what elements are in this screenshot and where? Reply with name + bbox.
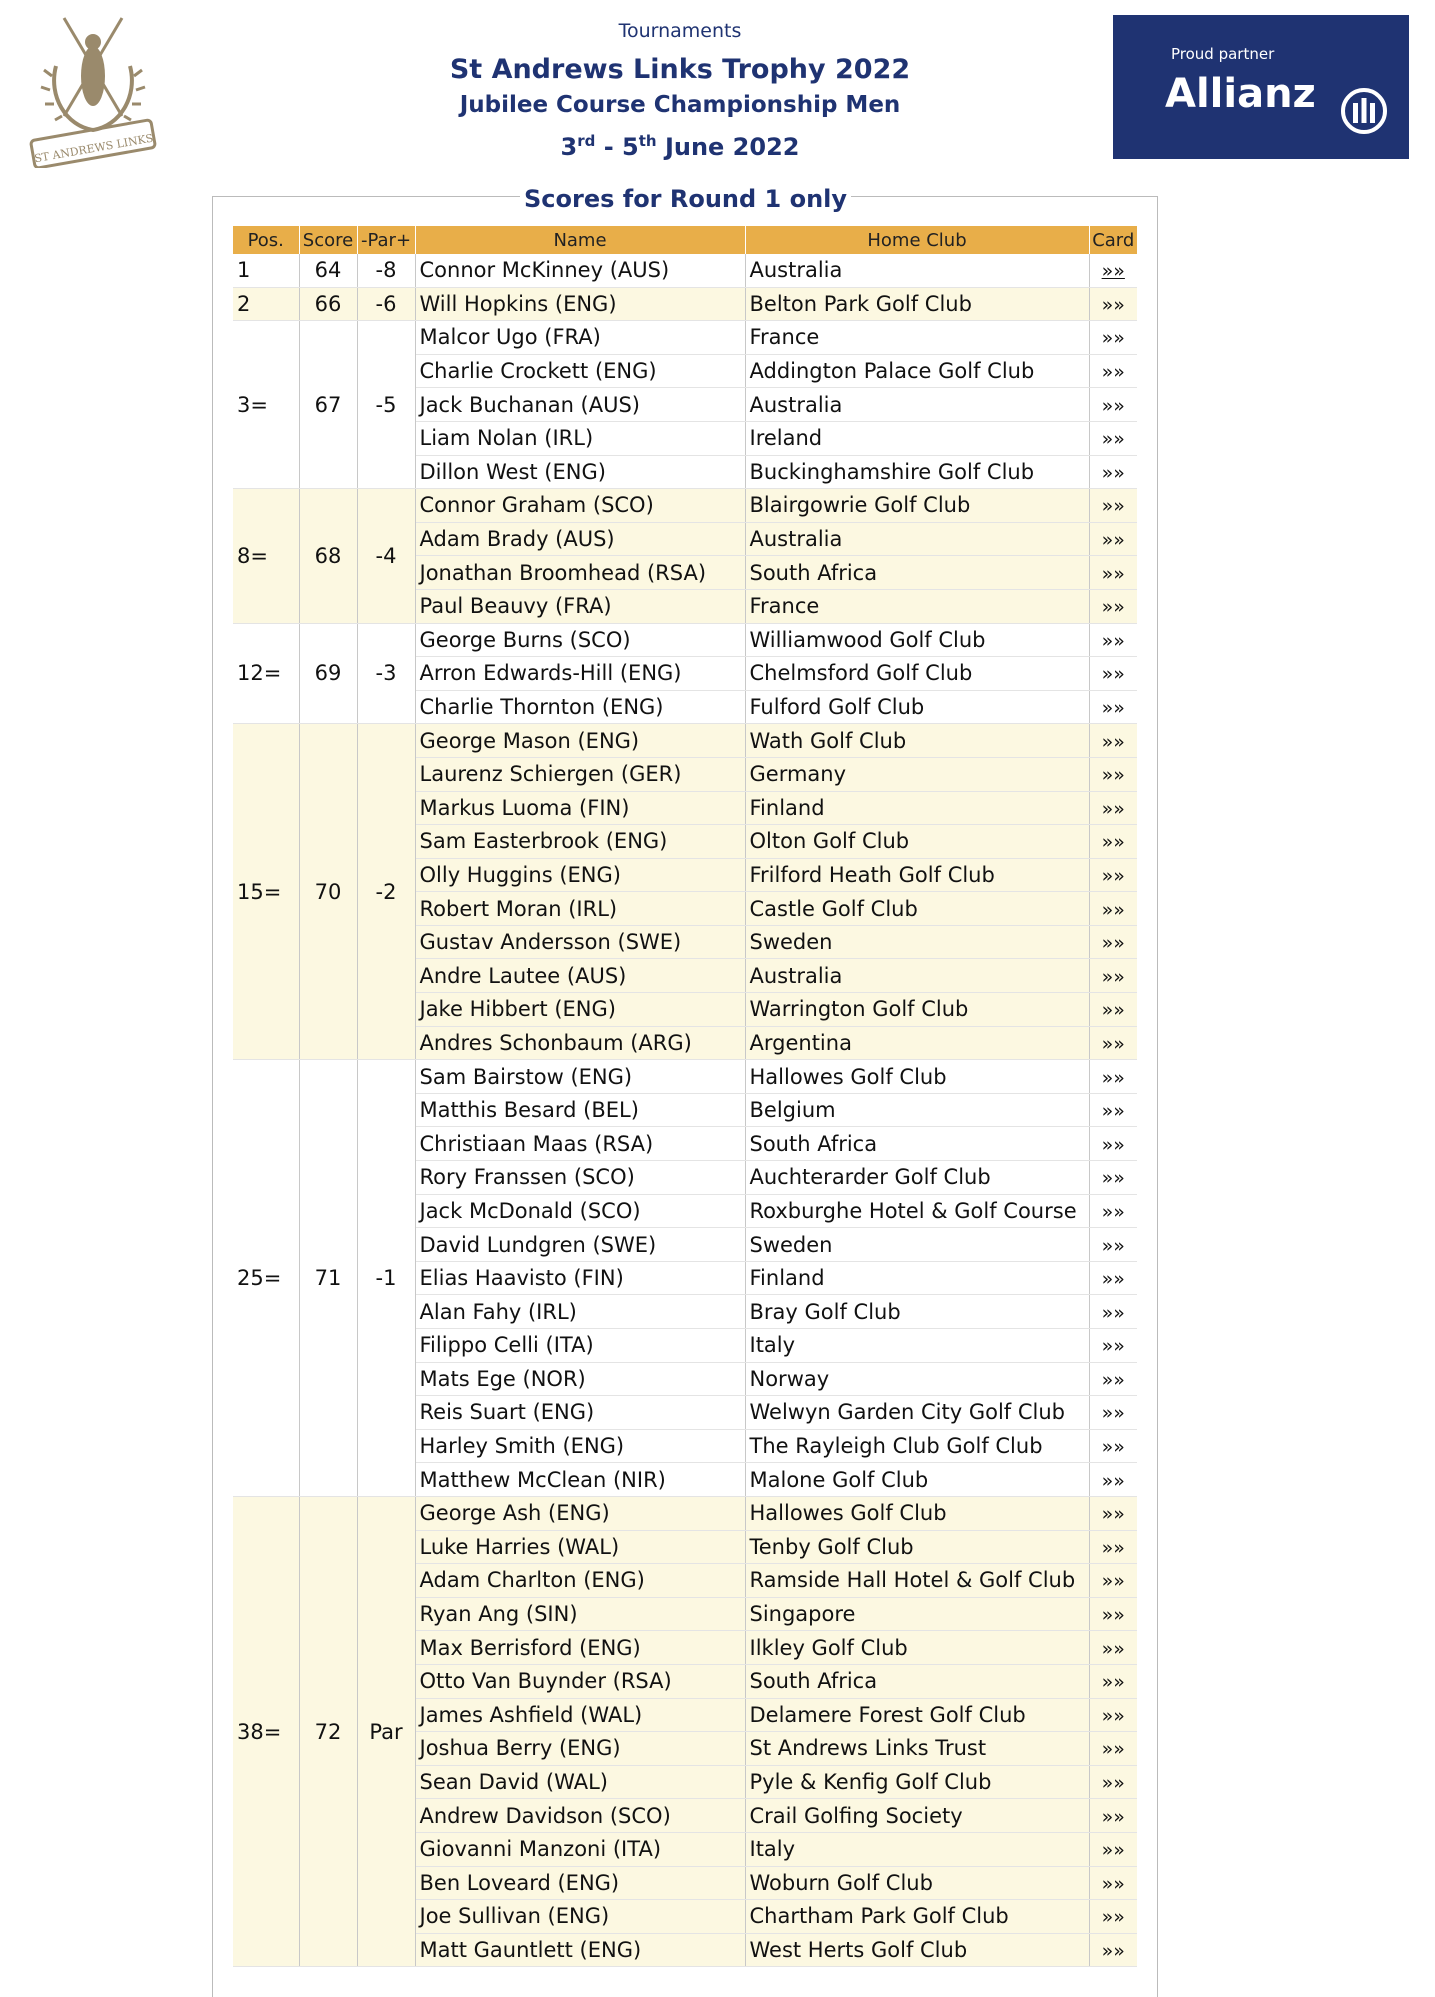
- player-name-cell: Robert Moran (IRL): [415, 892, 745, 926]
- player-name-cell: Joe Sullivan (ENG): [415, 1900, 745, 1934]
- table-row: [233, 623, 1137, 657]
- player-name-cell: Will Hopkins (ENG): [415, 287, 745, 321]
- player-name-cell: Andres Schonbaum (ARG): [415, 1026, 745, 1060]
- card-cell: [1089, 589, 1137, 623]
- player-name-cell: Adam Charlton (ENG): [415, 1564, 745, 1598]
- card-cell: [1089, 623, 1137, 657]
- score-cell: 66: [299, 287, 357, 321]
- card-cell: [1089, 1396, 1137, 1430]
- home-club-cell: South Africa: [745, 1127, 1089, 1161]
- par-cell: -8: [357, 254, 415, 287]
- home-club-cell: Olton Golf Club: [745, 825, 1089, 859]
- scorecard-link[interactable]: »»: [1101, 1839, 1125, 1862]
- home-club-cell: Woburn Golf Club: [745, 1866, 1089, 1900]
- table-row: [233, 724, 1137, 758]
- card-cell: [1089, 1127, 1137, 1161]
- crest-logo[interactable]: [26, 6, 160, 168]
- player-name-cell: James Ashfield (WAL): [415, 1698, 745, 1732]
- scorecard-link[interactable]: »»: [1101, 1167, 1125, 1190]
- player-name-cell: Max Berrisford (ENG): [415, 1631, 745, 1665]
- scorecard-link[interactable]: »»: [1101, 1234, 1125, 1257]
- scorecard-link[interactable]: »»: [1101, 1133, 1125, 1156]
- scorecard-link[interactable]: »»: [1101, 1570, 1125, 1593]
- card-cell: [1089, 1060, 1137, 1094]
- scorecard-link[interactable]: »»: [1101, 1637, 1125, 1660]
- home-club-cell: Ireland: [745, 421, 1089, 455]
- home-club-cell: Auchterarder Golf Club: [745, 1161, 1089, 1195]
- scorecard-link[interactable]: »»: [1101, 1503, 1125, 1526]
- card-cell: [1089, 657, 1137, 691]
- player-name-cell: George Burns (SCO): [415, 623, 745, 657]
- scorecard-link[interactable]: »»: [1101, 932, 1125, 955]
- position-cell: 12=: [233, 623, 299, 724]
- col-header-name[interactable]: Name: [415, 226, 745, 254]
- scorecard-link[interactable]: »»: [1101, 1872, 1125, 1895]
- player-name-cell: Matthis Besard (BEL): [415, 1093, 745, 1127]
- scorecard-link[interactable]: »»: [1101, 831, 1125, 854]
- crest-text: ST ANDREWS LINKS: [33, 131, 155, 166]
- card-cell: [1089, 1530, 1137, 1564]
- card-cell: [1089, 489, 1137, 523]
- player-name-cell: Malcor Ugo (FRA): [415, 321, 745, 355]
- home-club-cell: Chelmsford Golf Club: [745, 657, 1089, 691]
- card-cell: [1089, 321, 1137, 355]
- col-header-club[interactable]: Home Club: [745, 226, 1089, 254]
- player-name-cell: Ben Loveard (ENG): [415, 1866, 745, 1900]
- card-cell: [1089, 1161, 1137, 1195]
- scorecard-link[interactable]: »»: [1101, 1402, 1125, 1425]
- player-name-cell: Jonathan Broomhead (RSA): [415, 556, 745, 590]
- player-name-cell: Jack Buchanan (AUS): [415, 388, 745, 422]
- home-club-cell: Ilkley Golf Club: [745, 1631, 1089, 1665]
- position-cell: 3=: [233, 321, 299, 489]
- player-name-cell: Filippo Celli (ITA): [415, 1329, 745, 1363]
- home-club-cell: Germany: [745, 757, 1089, 791]
- scorecard-link[interactable]: »»: [1101, 1469, 1125, 1492]
- card-cell: [1089, 1295, 1137, 1329]
- scorecard-link[interactable]: »»: [1101, 260, 1125, 283]
- card-cell: [1089, 1799, 1137, 1833]
- par-cell: -1: [357, 1060, 415, 1497]
- player-name-cell: George Mason (ENG): [415, 724, 745, 758]
- player-name-cell: Arron Edwards-Hill (ENG): [415, 657, 745, 691]
- card-cell: [1089, 1597, 1137, 1631]
- scorecard-link[interactable]: »»: [1101, 730, 1125, 753]
- home-club-cell: France: [745, 589, 1089, 623]
- player-name-cell: Otto Van Buynder (RSA): [415, 1664, 745, 1698]
- tournament-title: St Andrews Links Trophy 2022: [449, 54, 911, 85]
- player-name-cell: George Ash (ENG): [415, 1496, 745, 1530]
- card-cell: [1089, 724, 1137, 758]
- card-cell: [1089, 1194, 1137, 1228]
- card-cell: [1089, 287, 1137, 321]
- position-cell: 25=: [233, 1060, 299, 1497]
- card-cell: [1089, 1362, 1137, 1396]
- partner-banner[interactable]: [1113, 15, 1409, 159]
- scorecard-link[interactable]: »»: [1101, 797, 1125, 820]
- player-name-cell: Charlie Thornton (ENG): [415, 690, 745, 724]
- scorecard-link[interactable]: »»: [1101, 864, 1125, 887]
- scorecard-link[interactable]: »»: [1101, 562, 1125, 585]
- scores-section-title: Scores for Round 1 only: [520, 182, 851, 216]
- card-cell: [1089, 522, 1137, 556]
- scorecard-link[interactable]: »»: [1101, 629, 1125, 652]
- col-header-pos[interactable]: Pos.: [233, 226, 299, 254]
- player-name-cell: Giovanni Manzoni (ITA): [415, 1832, 745, 1866]
- card-cell: [1089, 1631, 1137, 1665]
- card-cell: [1089, 1261, 1137, 1295]
- table-row: [233, 287, 1137, 321]
- home-club-cell: Blairgowrie Golf Club: [745, 489, 1089, 523]
- table-row: [233, 321, 1137, 355]
- home-club-cell: Wath Golf Club: [745, 724, 1089, 758]
- par-cell: -6: [357, 287, 415, 321]
- table-row: [233, 489, 1137, 523]
- card-cell: [1089, 1093, 1137, 1127]
- event-dates: 3rd - 5th June 2022: [560, 132, 800, 161]
- page-header: [360, 18, 1000, 166]
- player-name-cell: Matt Gauntlett (ENG): [415, 1933, 745, 1967]
- scorecard-link[interactable]: »»: [1101, 764, 1125, 787]
- player-name-cell: David Lundgren (SWE): [415, 1228, 745, 1262]
- home-club-cell: Tenby Golf Club: [745, 1530, 1089, 1564]
- home-club-cell: The Rayleigh Club Golf Club: [745, 1429, 1089, 1463]
- card-cell: [1089, 1228, 1137, 1262]
- scorecard-link[interactable]: »»: [1101, 999, 1125, 1022]
- player-name-cell: Mats Ege (NOR): [415, 1362, 745, 1396]
- card-cell: [1089, 1698, 1137, 1732]
- home-club-cell: Chartham Park Golf Club: [745, 1900, 1089, 1934]
- home-club-cell: Welwyn Garden City Golf Club: [745, 1396, 1089, 1430]
- player-name-cell: Paul Beauvy (FRA): [415, 589, 745, 623]
- scorecard-link[interactable]: »»: [1101, 1268, 1125, 1291]
- home-club-cell: St Andrews Links Trust: [745, 1732, 1089, 1766]
- home-club-cell: Pyle & Kenfig Golf Club: [745, 1765, 1089, 1799]
- card-cell: [1089, 1732, 1137, 1766]
- home-club-cell: France: [745, 321, 1089, 355]
- card-cell: [1089, 1564, 1137, 1598]
- home-club-cell: Belgium: [745, 1093, 1089, 1127]
- player-name-cell: Joshua Berry (ENG): [415, 1732, 745, 1766]
- home-club-cell: Williamwood Golf Club: [745, 623, 1089, 657]
- home-club-cell: South Africa: [745, 556, 1089, 590]
- home-club-cell: South Africa: [745, 1664, 1089, 1698]
- position-cell: 8=: [233, 489, 299, 623]
- table-row: [233, 1496, 1137, 1530]
- home-club-cell: Australia: [745, 959, 1089, 993]
- player-name-cell: Jake Hibbert (ENG): [415, 993, 745, 1027]
- player-name-cell: Christiaan Maas (RSA): [415, 1127, 745, 1161]
- card-cell: [1089, 1866, 1137, 1900]
- player-name-cell: Andre Lautee (AUS): [415, 959, 745, 993]
- player-name-cell: Sam Easterbrook (ENG): [415, 825, 745, 859]
- player-name-cell: Luke Harries (WAL): [415, 1530, 745, 1564]
- scorecard-link[interactable]: »»: [1101, 1604, 1125, 1627]
- scorecard-link[interactable]: »»: [1101, 461, 1125, 484]
- player-name-cell: Charlie Crockett (ENG): [415, 354, 745, 388]
- par-cell: Par: [357, 1496, 415, 1966]
- position-cell: 2: [233, 287, 299, 321]
- card-cell: [1089, 455, 1137, 489]
- player-name-cell: Connor Graham (SCO): [415, 489, 745, 523]
- scorecard-link[interactable]: »»: [1101, 1906, 1125, 1929]
- home-club-cell: Sweden: [745, 925, 1089, 959]
- player-name-cell: Dillon West (ENG): [415, 455, 745, 489]
- score-cell: 69: [299, 623, 357, 724]
- player-name-cell: Adam Brady (AUS): [415, 522, 745, 556]
- competition-subtitle: Jubilee Course Championship Men: [459, 92, 901, 118]
- home-club-cell: Frilford Heath Golf Club: [745, 858, 1089, 892]
- col-header-par[interactable]: -Par+: [357, 226, 415, 254]
- card-cell: [1089, 1664, 1137, 1698]
- player-name-cell: Sam Bairstow (ENG): [415, 1060, 745, 1094]
- position-cell: 1: [233, 254, 299, 287]
- score-cell: 72: [299, 1496, 357, 1966]
- partner-label: Proud partner: [1171, 45, 1275, 63]
- scorecard-link[interactable]: »»: [1101, 596, 1125, 619]
- score-cell: 71: [299, 1060, 357, 1497]
- col-header-card: Card: [1089, 226, 1137, 254]
- par-cell: -2: [357, 724, 415, 1060]
- player-name-cell: Connor McKinney (AUS): [415, 254, 745, 287]
- player-name-cell: Alan Fahy (IRL): [415, 1295, 745, 1329]
- scorecard-link[interactable]: »»: [1101, 1805, 1125, 1828]
- player-name-cell: Elias Haavisto (FIN): [415, 1261, 745, 1295]
- scores-table-body: [233, 254, 1137, 1967]
- scorecard-link[interactable]: »»: [1101, 1200, 1125, 1223]
- card-cell: [1089, 925, 1137, 959]
- scorecard-link[interactable]: »»: [1101, 428, 1125, 451]
- card-cell: [1089, 959, 1137, 993]
- scorecard-link[interactable]: »»: [1101, 965, 1125, 988]
- par-cell: -4: [357, 489, 415, 623]
- player-name-cell: Gustav Andersson (SWE): [415, 925, 745, 959]
- scorecard-link[interactable]: »»: [1101, 1335, 1125, 1358]
- position-cell: 38=: [233, 1496, 299, 1966]
- score-cell: 64: [299, 254, 357, 287]
- score-cell: 67: [299, 321, 357, 489]
- par-cell: -5: [357, 321, 415, 489]
- home-club-cell: Hallowes Golf Club: [745, 1060, 1089, 1094]
- player-name-cell: Markus Luoma (FIN): [415, 791, 745, 825]
- home-club-cell: Delamere Forest Golf Club: [745, 1698, 1089, 1732]
- scorecard-link[interactable]: »»: [1101, 1738, 1125, 1761]
- allianz-icon: [1340, 87, 1388, 135]
- home-club-cell: Crail Golfing Society: [745, 1799, 1089, 1833]
- player-name-cell: Sean David (WAL): [415, 1765, 745, 1799]
- player-name-cell: Harley Smith (ENG): [415, 1429, 745, 1463]
- position-cell: 15=: [233, 724, 299, 1060]
- card-cell: [1089, 1429, 1137, 1463]
- home-club-cell: Australia: [745, 522, 1089, 556]
- scorecard-link[interactable]: »»: [1101, 529, 1125, 552]
- player-name-cell: Laurenz Schiergen (GER): [415, 757, 745, 791]
- card-cell: [1089, 254, 1137, 287]
- card-cell: [1089, 556, 1137, 590]
- player-name-cell: Olly Huggins (ENG): [415, 858, 745, 892]
- home-club-cell: Italy: [745, 1329, 1089, 1363]
- scorecard-link[interactable]: »»: [1101, 1368, 1125, 1391]
- scorecard-link[interactable]: »»: [1101, 327, 1125, 350]
- player-name-cell: Andrew Davidson (SCO): [415, 1799, 745, 1833]
- scorecard-link[interactable]: »»: [1101, 495, 1125, 518]
- score-cell: 68: [299, 489, 357, 623]
- home-club-cell: Australia: [745, 388, 1089, 422]
- card-cell: [1089, 1463, 1137, 1497]
- home-club-cell: Argentina: [745, 1026, 1089, 1060]
- col-header-score[interactable]: Score: [299, 226, 357, 254]
- home-club-cell: Roxburghe Hotel & Golf Course: [745, 1194, 1089, 1228]
- breadcrumb-tournaments[interactable]: Tournaments: [618, 20, 742, 42]
- home-club-cell: West Herts Golf Club: [745, 1933, 1089, 1967]
- card-cell: [1089, 1496, 1137, 1530]
- home-club-cell: Sweden: [745, 1228, 1089, 1262]
- home-club-cell: Hallowes Golf Club: [745, 1496, 1089, 1530]
- card-cell: [1089, 825, 1137, 859]
- card-cell: [1089, 1900, 1137, 1934]
- home-club-cell: Malone Golf Club: [745, 1463, 1089, 1497]
- home-club-cell: Finland: [745, 1261, 1089, 1295]
- partner-brand: Allianz: [1165, 71, 1316, 117]
- scorecard-link[interactable]: »»: [1101, 361, 1125, 384]
- player-name-cell: Ryan Ang (SIN): [415, 1597, 745, 1631]
- scorecard-link[interactable]: »»: [1101, 1301, 1125, 1324]
- scorecard-link[interactable]: »»: [1101, 1772, 1125, 1795]
- card-cell: [1089, 421, 1137, 455]
- home-club-cell: Australia: [745, 254, 1089, 287]
- card-cell: [1089, 690, 1137, 724]
- home-club-cell: Addington Palace Golf Club: [745, 354, 1089, 388]
- card-cell: [1089, 1832, 1137, 1866]
- player-name-cell: Rory Franssen (SCO): [415, 1161, 745, 1195]
- home-club-cell: Ramside Hall Hotel & Golf Club: [745, 1564, 1089, 1598]
- home-club-cell: Italy: [745, 1832, 1089, 1866]
- card-cell: [1089, 858, 1137, 892]
- scorecard-link[interactable]: »»: [1101, 1536, 1125, 1559]
- scores-table: [233, 226, 1137, 1967]
- player-name-cell: Jack McDonald (SCO): [415, 1194, 745, 1228]
- home-club-cell: Norway: [745, 1362, 1089, 1396]
- scorecard-link[interactable]: »»: [1101, 1032, 1125, 1055]
- player-name-cell: Matthew McClean (NIR): [415, 1463, 745, 1497]
- home-club-cell: Buckinghamshire Golf Club: [745, 455, 1089, 489]
- card-cell: [1089, 354, 1137, 388]
- scorecard-link[interactable]: »»: [1101, 898, 1125, 921]
- card-cell: [1089, 388, 1137, 422]
- scorecard-link[interactable]: »»: [1101, 1066, 1125, 1089]
- table-row: [233, 1060, 1137, 1094]
- player-name-cell: Liam Nolan (IRL): [415, 421, 745, 455]
- card-cell: [1089, 1765, 1137, 1799]
- home-club-cell: Singapore: [745, 1597, 1089, 1631]
- table-row: [233, 254, 1137, 287]
- score-cell: 70: [299, 724, 357, 1060]
- home-club-cell: Fulford Golf Club: [745, 690, 1089, 724]
- home-club-cell: Castle Golf Club: [745, 892, 1089, 926]
- par-cell: -3: [357, 623, 415, 724]
- home-club-cell: Finland: [745, 791, 1089, 825]
- scorecard-link[interactable]: »»: [1101, 1436, 1125, 1459]
- scorecard-link[interactable]: »»: [1101, 663, 1125, 686]
- card-cell: [1089, 1026, 1137, 1060]
- home-club-cell: Warrington Golf Club: [745, 993, 1089, 1027]
- scorecard-link[interactable]: »»: [1101, 1671, 1125, 1694]
- scorecard-link[interactable]: »»: [1101, 394, 1125, 417]
- scorecard-link[interactable]: »»: [1101, 1100, 1125, 1123]
- home-club-cell: Belton Park Golf Club: [745, 287, 1089, 321]
- card-cell: [1089, 1933, 1137, 1967]
- card-cell: [1089, 1329, 1137, 1363]
- scorecard-link[interactable]: »»: [1101, 697, 1125, 720]
- home-club-cell: Bray Golf Club: [745, 1295, 1089, 1329]
- player-name-cell: Reis Suart (ENG): [415, 1396, 745, 1430]
- scorecard-link[interactable]: »»: [1101, 1939, 1125, 1962]
- card-cell: [1089, 993, 1137, 1027]
- card-cell: [1089, 892, 1137, 926]
- card-cell: [1089, 757, 1137, 791]
- table-header-row: [233, 226, 1137, 254]
- scorecard-link[interactable]: »»: [1101, 293, 1125, 316]
- card-cell: [1089, 791, 1137, 825]
- scorecard-link[interactable]: »»: [1101, 1704, 1125, 1727]
